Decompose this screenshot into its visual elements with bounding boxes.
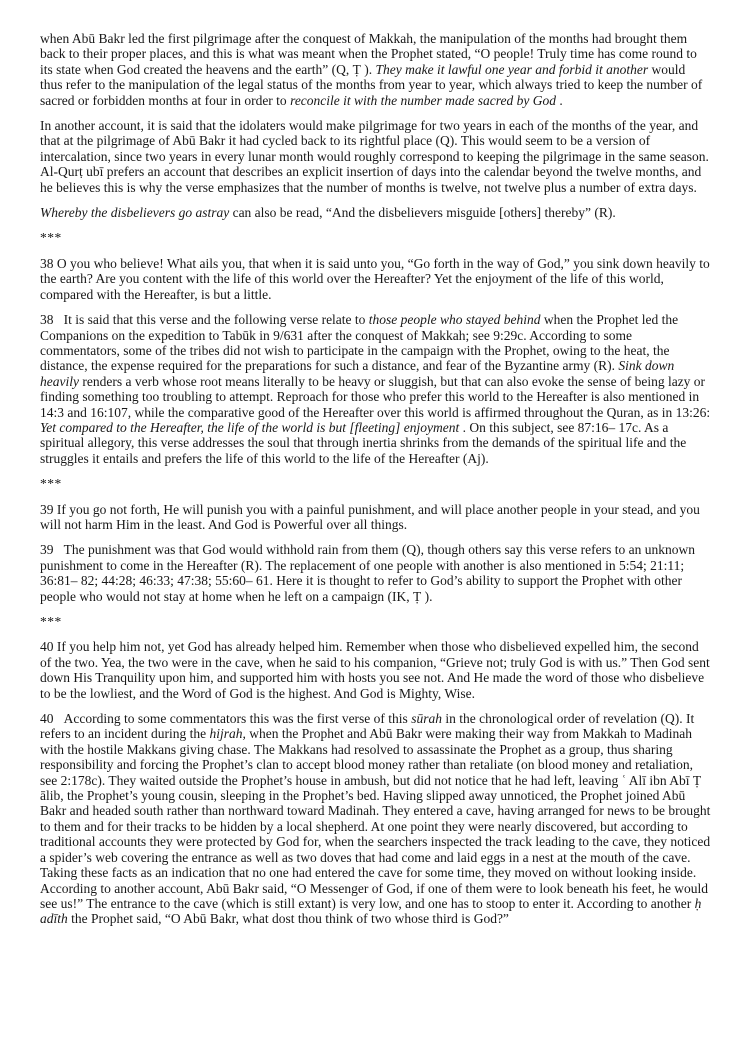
text-run: *** [40, 614, 62, 629]
text-run: can also be read, “And the disbelievers misguide [others] thereby” (R). [229, 205, 616, 221]
translation-paragraph [40, 502, 711, 533]
text-run: 38 O you who believe! What ails you, that when it is said unto you, “Go forth in the way of God,” you sink down heavily to the earth? Are you content with the life of this world over the Hereafter? Yet the enjoyment of the life of this world, compared with the Hereafter, is but a little. [40, 255, 710, 302]
translation-paragraph [40, 639, 711, 701]
italic-text-run: hijrah, [209, 726, 246, 742]
text-run: *** [40, 230, 62, 246]
text-run: when the Prophet led the Companions on the expedition to Tabūk in 9/631 after the conquest of Makkah; see 9:29c. According to some commentators, some of the tribes did not wish to participate in the campaign with the Prophet, owing to the heat, the distance, the expense required for the preparations for such a distance, and fear of the Byzantine army (R). [40, 312, 679, 374]
text-run: . On this subject, see 87:16– 17c. As a spiritual allegory, this verse addresses the soul that through inertia shrinks from the demands of the spiritual life and the struggles it entails and prefers the life of this world to the life of the Hereafter (Aj). [40, 419, 687, 466]
italic-text-run: Yet compared to the Hereafter, the life of the world is but [fleeting] enjoyment [40, 419, 460, 435]
section-separator [40, 476, 711, 491]
commentary-paragraph [40, 31, 711, 108]
text-run: the Prophet said, “O Abū Bakr, what dost thou think of two whose third is God?” [67, 911, 509, 927]
section-separator [40, 230, 711, 245]
commentary-paragraph [40, 312, 711, 466]
text-run: renders a verb whose root means literally to be heavy or sluggish, but that can also evoke the sense of being lazy or finding something too troubling to attempt. Reproach for those who prefer this world to the Hereafter is also mentioned in 14:3 and 16:107, while the comparative good of the Hereafter over this world is affirmed throughout the Quran, as in 13:26: [40, 373, 711, 420]
text-run: *** [40, 476, 62, 492]
italic-text-run: Whereby the disbelievers go astray [40, 205, 230, 221]
text-run: 40 If you help him not, yet God has already helped him. Remember when those who disbelieved expelled him, the second of the two. Yea, the two were in the cave, when he said to his companion, “Grieve not; truly God is with us.” Then God sent down His Tranquility upon him, and supported him with hosts you see not. And He made the word of those who disbelieve to be the lowliest, and the Word of God is the highest. And God is Mighty, Wise. [40, 639, 710, 701]
section-separator [40, 614, 711, 629]
italic-text-run: reconcile it with the number made sacred by God [290, 92, 557, 108]
text-run: when Abū Bakr led the first pilgrimage after the conquest of Makkah, the manipulation of the months had brought them back to their proper places, and this is what was meant when the Prophet stated, “O people! Truly time has come round to its state when God created the heavens and the earth” (Q, Ṭ ). [40, 31, 697, 77]
commentary-paragraph [40, 542, 711, 604]
commentary-paragraph [40, 711, 711, 927]
text-run: 39 The punishment was that God would withhold rain from them (Q), though others say this verse refers to an unknown punishment to come in the Hereafter (R). The replacement of one people with another is also mentioned in 5:54; 21:11; 36:81– 82; 44:28; 46:33; 47:38; 55:60– 61. Here it is thought to refer to God’s ability to support the Prophet with other people who would not stay at home when he left on a campaign (IK, Ṭ ). [40, 542, 696, 604]
text-run: 38 It is said that this verse and the following verse relate to [40, 312, 369, 328]
text-run: would thus refer to the manipulation of the legal status of the months from year to year, which always tried to keep the number of sacred or forbidden months at four in order to [40, 61, 703, 108]
italic-text-run: ḥ adīth [40, 895, 702, 927]
text-run: 40 According to some commentators this was the first verse of this [40, 711, 412, 727]
italic-text-run: Sink down heavily [40, 358, 675, 389]
italic-text-run: They make it lawful one year and forbid it another [375, 61, 649, 77]
commentary-paragraph [40, 118, 711, 195]
text-run: in the chronological order of revelation (Q). It refers to an incident during the [40, 711, 695, 742]
commentary-paragraph [40, 205, 711, 220]
text-run: when the Prophet and Abū Bakr were making their way from Makkah to Madinah with the hostile Makkans giving chase. The Makkans had resolved to assassinate the Prophet as a group, thus sharing responsibility and forcing the Prophet’s clan to accept blood money rather than retaliate (on blood money and retaliation, see 2:178c). They waited outside the Prophet’s house in ambush, but did not notice that he had left, leaving ʿ Alī ibn Abī Ṭ ālib, the Prophet’s young cousin, sleeping in the Prophet’s bed. Having slipped away unnoticed, the Prophet joined Abū Bakr and headed south rather than northward toward Madinah. They entered a cave, having arranged for news to be brought to them and for their tracks to be hidden by a local shepherd. At one point they were nearly discovered, but according to traditional accounts they were protected by God for, when the searchers inspected the track leading to the cave, they noticed a spider’s web covering the entrance as well as two doves that had come and laid eggs in a nest at the mouth of the cave. Taking these facts as an indication that no one had entered the cave for some time, they moved on without looking inside. According to another account, Abū Bakr said, “O Messenger of God, if one of them were to look beneath his feet, he would see us!” The entrance to the cave (which is still extant) is very low, and one has to stoop to enter it. According to another [40, 726, 711, 911]
text-run: 39 If you go not forth, He will punish you with a painful punishment, and will place another people in your stead, and you will not harm Him in the least. And God is Powerful over all things. [40, 501, 700, 532]
text-run: In another account, it is said that the idolaters would make pilgrimage for two years in each of the months of the year, and that at the pilgrimage of Abū Bakr it had cycled back to its rightful place (Q). This would seem to be a version of intercalation, since two years in every lunar month would roughly correspond to keeping the pilgrimage in the same season. Al-Qurṭ ubī prefers an account that describes an explicit insertion of days into the calendar beyond the twelve months, and he believes this is why the verse emphasizes that the number of months is twelve, not twelve plus a number of extra days. [40, 118, 709, 195]
italic-text-run: sūrah [411, 711, 442, 727]
text-run: . [556, 92, 563, 108]
translation-paragraph [40, 256, 711, 302]
italic-text-run: those people who stayed behind [368, 312, 541, 328]
